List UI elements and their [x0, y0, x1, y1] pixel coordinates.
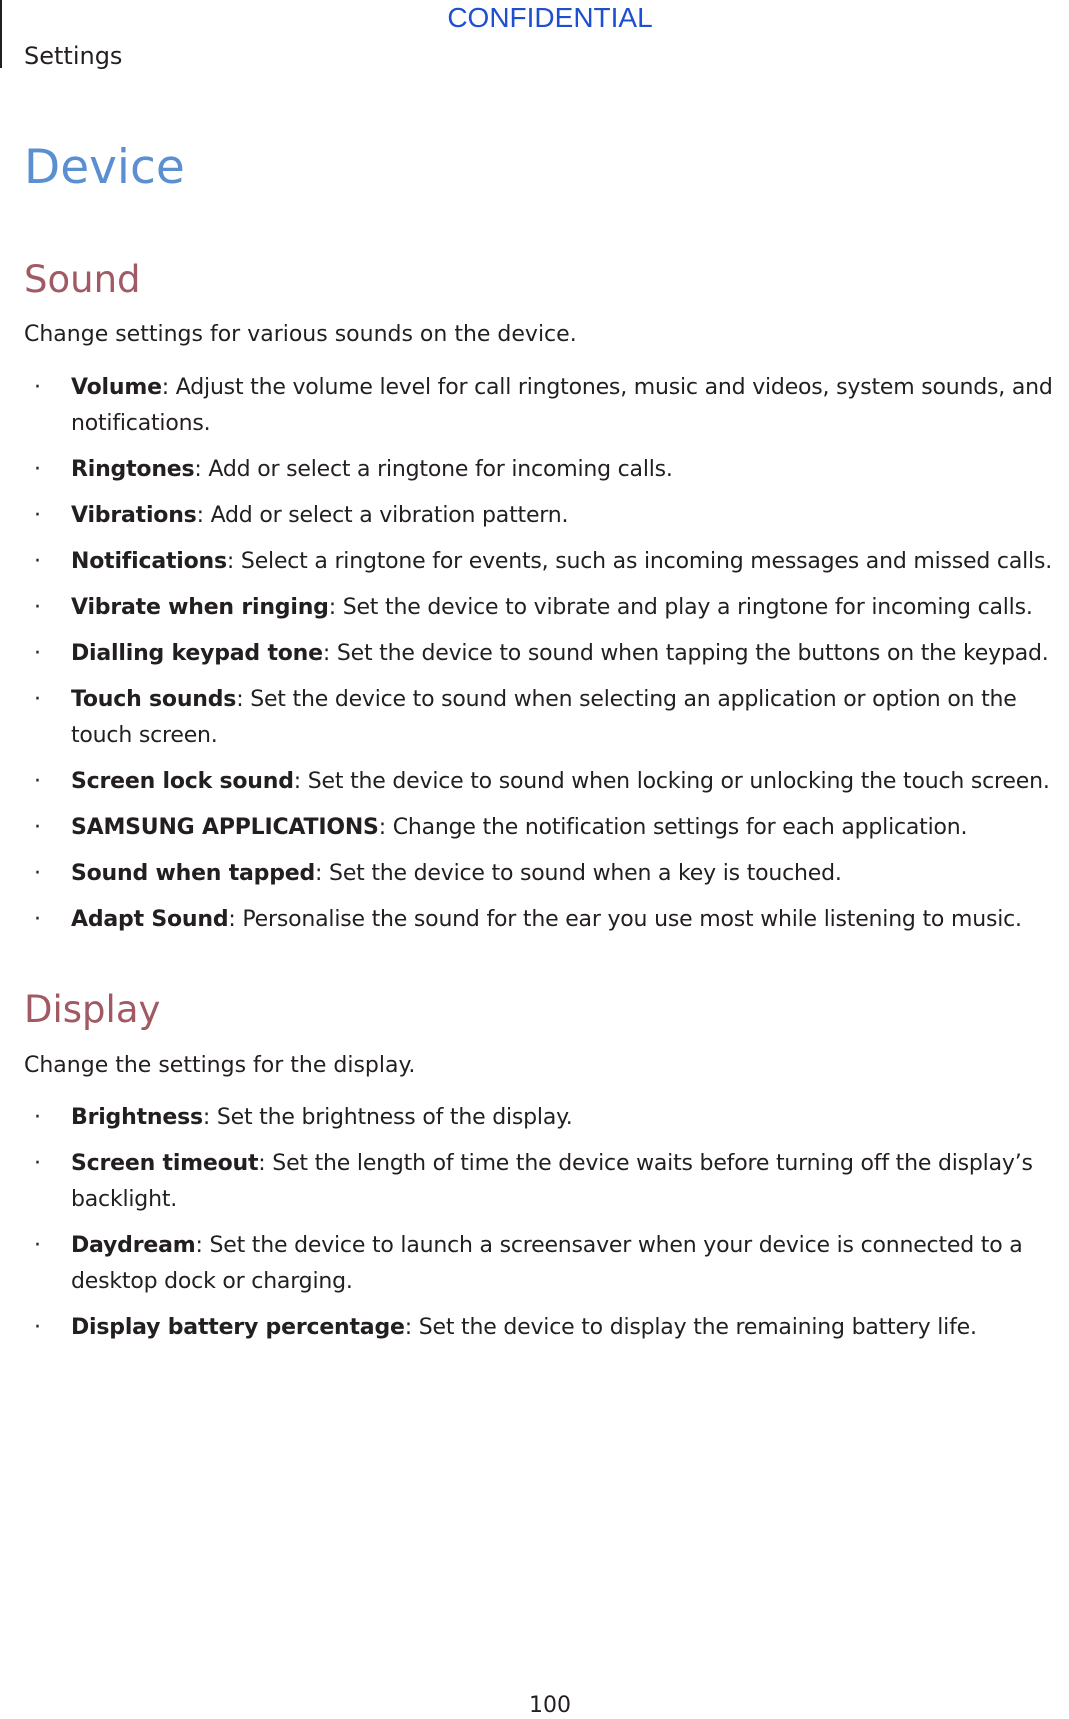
list-item: · SAMSUNG APPLICATIONS: Change the notification settings for each application.	[34, 815, 968, 840]
section-intro-display: Change the settings for the display.	[24, 1053, 416, 1078]
item-term: Dialling keypad tone	[71, 641, 323, 666]
item-term: Touch sounds	[71, 687, 237, 712]
section-title-display: Display	[24, 988, 161, 1031]
list-item: · Vibrate when ringing: Set the device to vibrate and play a ringtone for incoming calls.	[34, 595, 1033, 620]
item-description: : Set the length of time the device waits before turning off the display’s backlight.	[71, 1151, 1033, 1212]
list-item: · Screen timeout: Set the length of time the device waits before turning off the display’s backlight.	[34, 1151, 1033, 1212]
list-item: · Notifications: Select a ringtone for events, such as incoming messages and missed calls.	[34, 549, 1052, 574]
item-term: Adapt Sound	[71, 907, 229, 932]
item-description: : Add or select a vibration pattern.	[196, 503, 569, 528]
list-item: · Sound when tapped: Set the device to sound when a key is touched.	[34, 861, 842, 886]
running-header: Settings	[24, 42, 123, 70]
confidential-watermark: CONFIDENTIAL	[447, 2, 653, 33]
item-term: Volume	[71, 375, 162, 400]
page-number: 100	[529, 1693, 571, 1718]
item-term: Vibrate when ringing	[71, 595, 329, 620]
list-item: · Ringtones: Add or select a ringtone for incoming calls.	[34, 457, 673, 482]
item-term: Screen timeout	[71, 1151, 259, 1176]
item-term: Notifications	[71, 549, 227, 574]
item-description: : Change the notification settings for each application.	[378, 815, 968, 840]
item-description: : Adjust the volume level for call ringtones, music and videos, system sounds, and notifications.	[71, 375, 1053, 436]
list-item: · Vibrations: Add or select a vibration pattern.	[34, 503, 569, 528]
item-description: : Set the device to display the remaining battery life.	[404, 1315, 977, 1340]
list-item: · Brightness: Set the brightness of the display.	[34, 1105, 573, 1130]
item-description: : Set the brightness of the display.	[202, 1105, 573, 1130]
list-item: · Adapt Sound: Personalise the sound for the ear you use most while listening to music.	[34, 907, 1022, 932]
item-description: : Personalise the sound for the ear you use most while listening to music.	[228, 907, 1022, 932]
list-item: · Daydream: Set the device to launch a screensaver when your device is connected to a desktop dock or charging.	[34, 1233, 1023, 1294]
item-term: Display battery percentage	[71, 1315, 405, 1340]
list-item: · Screen lock sound: Set the device to sound when locking or unlocking the touch screen.	[34, 769, 1050, 794]
item-description: : Select a ringtone for events, such as incoming messages and missed calls.	[226, 549, 1052, 574]
item-term: Brightness	[71, 1105, 203, 1130]
item-term: Sound when tapped	[71, 861, 316, 886]
item-description: : Set the device to sound when tapping the buttons on the keypad.	[322, 641, 1049, 666]
display-settings-list	[0, 1100, 1069, 1346]
list-item: · Display battery percentage: Set the device to display the remaining battery life.	[34, 1315, 977, 1340]
item-description: : Set the device to vibrate and play a ringtone for incoming calls.	[328, 595, 1033, 620]
page-title: Device	[24, 140, 185, 195]
section-title-sound: Sound	[24, 258, 141, 301]
item-description: : Add or select a ringtone for incoming calls.	[194, 457, 673, 482]
item-description: : Set the device to sound when a key is touched.	[315, 861, 842, 886]
item-description: : Set the device to sound when selecting an application or option on the touch screen.	[71, 687, 1017, 748]
item-term: Daydream	[71, 1233, 196, 1258]
sound-settings-list	[0, 370, 1069, 938]
item-term: SAMSUNG APPLICATIONS	[71, 815, 379, 840]
list-item: · Volume: Adjust the volume level for call ringtones, music and videos, system sounds, and notifications.	[34, 375, 1053, 436]
item-description: : Set the device to sound when locking or unlocking the touch screen.	[293, 769, 1050, 794]
header-rule	[0, 0, 2, 68]
item-term: Vibrations	[71, 503, 197, 528]
list-item: · Dialling keypad tone: Set the device to sound when tapping the buttons on the keypad.	[34, 641, 1049, 666]
item-term: Screen lock sound	[71, 769, 294, 794]
item-description: : Set the device to launch a screensaver when your device is connected to a desktop dock or charging.	[71, 1233, 1023, 1294]
list-item: · Touch sounds: Set the device to sound when selecting an application or option on the touch screen.	[34, 687, 1017, 748]
item-term: Ringtones	[71, 457, 195, 482]
section-intro-sound: Change settings for various sounds on the device.	[24, 322, 577, 347]
